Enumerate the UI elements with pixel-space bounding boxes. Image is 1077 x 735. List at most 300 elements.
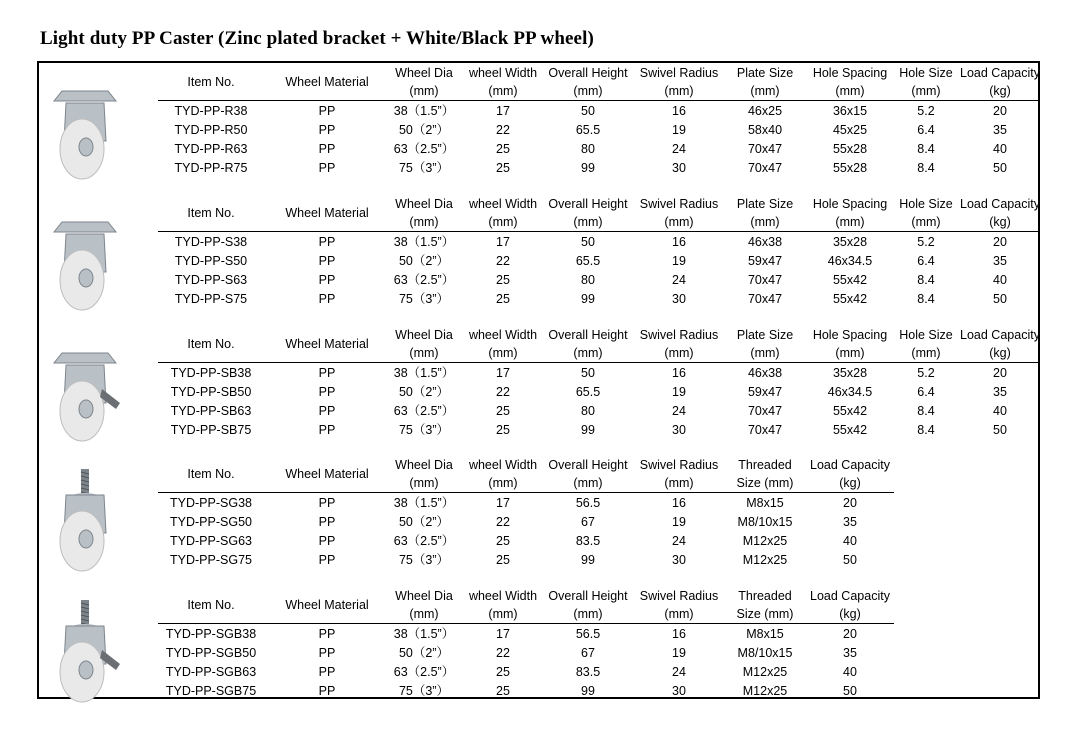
table-cell: PP xyxy=(318,646,336,660)
table-cell: 70x47 xyxy=(747,142,783,156)
item-number: TYD-PP-R50 xyxy=(174,123,248,137)
table-cell: 6.4 xyxy=(917,385,935,399)
table-cell: 17 xyxy=(496,235,510,249)
column-header-line: Wheel Dia xyxy=(395,589,453,603)
column-header-line: Wheel Dia xyxy=(395,328,453,342)
item-number: TYD-PP-SGB75 xyxy=(165,684,257,698)
header-divider xyxy=(158,231,1040,232)
item-number: TYD-PP-SB38 xyxy=(170,366,252,380)
table-cell: 50 xyxy=(843,553,857,567)
table-cell: 40 xyxy=(993,142,1007,156)
table-cell: 46x34.5 xyxy=(827,254,873,268)
table-cell: 99 xyxy=(581,553,595,567)
column-header-line: Threaded xyxy=(738,458,792,472)
item-number: TYD-PP-R75 xyxy=(174,161,248,175)
table-cell: 25 xyxy=(496,142,510,156)
spec-section xyxy=(0,63,1077,193)
table-cell: 30 xyxy=(672,161,686,175)
table-cell: 38（1.5”） xyxy=(393,104,455,118)
column-header-line: Hole Spacing xyxy=(812,66,888,80)
header-divider xyxy=(158,100,1040,101)
column-header-line: Item No. xyxy=(187,467,235,481)
table-cell: 55x28 xyxy=(832,161,868,175)
table-cell: 65.5 xyxy=(575,123,601,137)
table-cell: 5.2 xyxy=(917,104,935,118)
column-header-line: (mm) xyxy=(488,346,518,360)
table-cell: 22 xyxy=(496,254,510,268)
table-cell: 35x28 xyxy=(832,366,868,380)
table-cell: 35 xyxy=(993,254,1007,268)
item-number: TYD-PP-SG38 xyxy=(170,496,252,510)
column-header-line: Plate Size xyxy=(736,66,794,80)
table-cell: 50 xyxy=(581,104,595,118)
table-cell: PP xyxy=(318,292,336,306)
header-divider xyxy=(158,492,894,493)
column-header-line: Plate Size xyxy=(736,197,794,211)
table-cell: 24 xyxy=(672,142,686,156)
table-cell: 35 xyxy=(993,123,1007,137)
column-header-line: Item No. xyxy=(187,75,235,89)
table-cell: 59x47 xyxy=(747,385,783,399)
table-cell: 35 xyxy=(993,385,1007,399)
table-cell: 20 xyxy=(993,366,1007,380)
column-header-line: Overall Height xyxy=(548,197,628,211)
column-header-line: Wheel Material xyxy=(285,337,369,351)
table-cell: 20 xyxy=(993,235,1007,249)
item-number: TYD-PP-SG75 xyxy=(170,553,252,567)
table-cell: 24 xyxy=(672,534,686,548)
column-header-line: Hole Spacing xyxy=(812,197,888,211)
spec-section xyxy=(0,194,1077,324)
table-cell: 50 xyxy=(843,684,857,698)
table-cell: 75（3”） xyxy=(398,423,450,437)
table-cell: M8x15 xyxy=(746,627,784,641)
column-header-line: (mm) xyxy=(911,84,941,98)
item-number: TYD-PP-SB50 xyxy=(170,385,252,399)
column-header-line: wheel Width xyxy=(468,197,538,211)
column-header xyxy=(151,204,271,222)
column-header xyxy=(790,587,910,623)
column-header-line: (mm) xyxy=(664,84,694,98)
table-cell: 63（2.5”） xyxy=(393,665,455,679)
table-cell: 25 xyxy=(496,161,510,175)
table-row xyxy=(0,233,1077,252)
table-cell: 40 xyxy=(993,273,1007,287)
table-cell: 24 xyxy=(672,273,686,287)
table-cell: 19 xyxy=(672,254,686,268)
column-header-line: Size (mm) xyxy=(736,476,794,490)
table-cell: 67 xyxy=(581,646,595,660)
column-header-line: Swivel Radius xyxy=(639,66,719,80)
item-number: TYD-PP-SGB38 xyxy=(165,627,257,641)
table-cell: PP xyxy=(318,104,336,118)
column-header-line: Hole Size xyxy=(899,66,953,80)
top-plate xyxy=(54,353,116,363)
column-header-line: (mm) xyxy=(488,84,518,98)
table-cell: 70x47 xyxy=(747,423,783,437)
item-number: TYD-PP-SB63 xyxy=(170,404,252,418)
table-cell: 8.4 xyxy=(917,423,935,437)
table-cell: 75（3”） xyxy=(398,292,450,306)
column-header-line: (mm) xyxy=(409,346,439,360)
column-header-line: Load Capacity xyxy=(810,589,890,603)
table-cell: 70x47 xyxy=(747,273,783,287)
table-cell: 40 xyxy=(843,665,857,679)
page-title: Light duty PP Caster (Zinc plated bracket + White/Black PP wheel) xyxy=(40,28,594,49)
table-cell: PP xyxy=(318,423,336,437)
table-cell: 50（2”） xyxy=(398,385,450,399)
table-cell: 17 xyxy=(496,366,510,380)
item-number: TYD-PP-SG63 xyxy=(170,534,252,548)
table-cell: PP xyxy=(318,385,336,399)
table-cell: M8/10x15 xyxy=(737,515,793,529)
table-cell: 16 xyxy=(672,496,686,510)
table-cell: 19 xyxy=(672,515,686,529)
table-cell: 63（2.5”） xyxy=(393,142,455,156)
table-cell: 50（2”） xyxy=(398,515,450,529)
table-cell: 55x42 xyxy=(832,292,868,306)
table-cell: 99 xyxy=(581,292,595,306)
column-header-line: Load Capacity xyxy=(810,458,890,472)
table-cell: 30 xyxy=(672,553,686,567)
top-plate xyxy=(54,91,116,101)
table-cell: 19 xyxy=(672,385,686,399)
table-cell: 46x34.5 xyxy=(827,385,873,399)
table-cell: 55x28 xyxy=(832,142,868,156)
table-row xyxy=(0,644,1077,663)
column-header-line: Load Capacity xyxy=(960,66,1040,80)
table-row xyxy=(0,140,1077,159)
table-cell: PP xyxy=(318,496,336,510)
table-cell: 30 xyxy=(672,292,686,306)
table-cell: 19 xyxy=(672,646,686,660)
table-cell: PP xyxy=(318,142,336,156)
column-header-line: Item No. xyxy=(187,206,235,220)
column-header-line: (mm) xyxy=(409,215,439,229)
top-plate xyxy=(54,222,116,232)
table-row xyxy=(0,290,1077,309)
column-header-line: (mm) xyxy=(488,476,518,490)
table-cell: 63（2.5”） xyxy=(393,534,455,548)
column-header-line: Wheel Dia xyxy=(395,458,453,472)
item-number: TYD-PP-SG50 xyxy=(170,515,252,529)
table-cell: 75（3”） xyxy=(398,161,450,175)
table-cell: 6.4 xyxy=(917,123,935,137)
column-header-line: Hole Size xyxy=(899,197,953,211)
table-cell: 8.4 xyxy=(917,404,935,418)
table-cell: 25 xyxy=(496,665,510,679)
table-row xyxy=(0,252,1077,271)
table-cell: 16 xyxy=(672,235,686,249)
column-header-line: (mm) xyxy=(488,607,518,621)
table-cell: 50 xyxy=(993,423,1007,437)
column-header-line: Load Capacity xyxy=(960,328,1040,342)
table-cell: 17 xyxy=(496,104,510,118)
table-cell: 70x47 xyxy=(747,292,783,306)
table-cell: 38（1.5”） xyxy=(393,366,455,380)
table-cell: 25 xyxy=(496,292,510,306)
column-header-line: Hole Spacing xyxy=(812,328,888,342)
table-cell: 22 xyxy=(496,385,510,399)
table-cell: 16 xyxy=(672,366,686,380)
column-header-line: Overall Height xyxy=(548,66,628,80)
table-cell: 36x15 xyxy=(832,104,868,118)
table-cell: 46x38 xyxy=(747,366,783,380)
column-header-line: (mm) xyxy=(835,84,865,98)
column-header-line: Overall Height xyxy=(548,589,628,603)
column-header-line: (kg) xyxy=(839,476,861,490)
table-row xyxy=(0,159,1077,178)
column-header-line: Hole Size xyxy=(899,328,953,342)
spec-section xyxy=(0,586,1077,716)
column-header-line: Swivel Radius xyxy=(639,589,719,603)
column-header-line: (mm) xyxy=(911,346,941,360)
item-number: TYD-PP-SGB63 xyxy=(165,665,257,679)
column-header-line: (kg) xyxy=(989,215,1011,229)
table-cell: PP xyxy=(318,534,336,548)
table-cell: 22 xyxy=(496,646,510,660)
column-header-line: Wheel Material xyxy=(285,206,369,220)
spec-section xyxy=(0,455,1077,585)
table-cell: 19 xyxy=(672,123,686,137)
table-cell: 20 xyxy=(843,496,857,510)
table-cell: 25 xyxy=(496,423,510,437)
table-cell: 30 xyxy=(672,684,686,698)
column-header-line: Wheel Dia xyxy=(395,197,453,211)
table-cell: 38（1.5”） xyxy=(393,627,455,641)
table-cell: 35x28 xyxy=(832,235,868,249)
table-cell: 70x47 xyxy=(747,161,783,175)
column-header xyxy=(151,465,271,483)
column-header-line: (mm) xyxy=(573,476,603,490)
column-header-line: (kg) xyxy=(989,346,1011,360)
table-cell: M12x25 xyxy=(742,684,788,698)
table-cell: 25 xyxy=(496,553,510,567)
table-cell: 35 xyxy=(843,646,857,660)
table-cell: 80 xyxy=(581,404,595,418)
column-header-line: Size (mm) xyxy=(736,607,794,621)
table-cell: PP xyxy=(318,627,336,641)
table-cell: 35 xyxy=(843,515,857,529)
column-header-line: (mm) xyxy=(664,607,694,621)
table-cell: 25 xyxy=(496,404,510,418)
item-number: TYD-PP-S38 xyxy=(174,235,248,249)
table-cell: 55x42 xyxy=(832,273,868,287)
column-header-line: Overall Height xyxy=(548,458,628,472)
table-cell: M12x25 xyxy=(742,534,788,548)
item-number: TYD-PP-S63 xyxy=(174,273,248,287)
table-cell: M8/10x15 xyxy=(737,646,793,660)
table-row xyxy=(0,682,1077,701)
table-cell: 50 xyxy=(581,366,595,380)
column-header xyxy=(940,64,1060,100)
column-header-line: Item No. xyxy=(187,598,235,612)
column-header-line: (mm) xyxy=(488,215,518,229)
table-cell: 17 xyxy=(496,627,510,641)
table-cell: 38（1.5”） xyxy=(393,496,455,510)
column-header-line: (kg) xyxy=(989,84,1011,98)
column-header-line: wheel Width xyxy=(468,66,538,80)
column-header-line: Overall Height xyxy=(548,328,628,342)
table-cell: 50（2”） xyxy=(398,123,450,137)
table-cell: 50 xyxy=(993,161,1007,175)
table-cell: 45x25 xyxy=(832,123,868,137)
column-header xyxy=(151,596,271,614)
table-cell: PP xyxy=(318,665,336,679)
table-cell: 50（2”） xyxy=(398,646,450,660)
column-header-line: Swivel Radius xyxy=(639,328,719,342)
column-header-line: Swivel Radius xyxy=(639,197,719,211)
column-header xyxy=(151,335,271,353)
table-cell: M12x25 xyxy=(742,665,788,679)
column-header xyxy=(940,326,1060,362)
column-header-line: Wheel Material xyxy=(285,75,369,89)
table-cell: 5.2 xyxy=(917,366,935,380)
table-cell: 80 xyxy=(581,273,595,287)
column-header-line: (mm) xyxy=(409,84,439,98)
table-cell: 59x47 xyxy=(747,254,783,268)
table-cell: 8.4 xyxy=(917,292,935,306)
column-header xyxy=(940,195,1060,231)
column-header-line: (mm) xyxy=(573,215,603,229)
column-header xyxy=(151,73,271,91)
table-cell: PP xyxy=(318,515,336,529)
table-cell: 55x42 xyxy=(832,404,868,418)
header-divider xyxy=(158,362,1040,363)
table-cell: 70x47 xyxy=(747,404,783,418)
table-cell: 65.5 xyxy=(575,254,601,268)
table-row xyxy=(0,102,1077,121)
table-row xyxy=(0,271,1077,290)
table-cell: 50（2”） xyxy=(398,254,450,268)
table-cell: 99 xyxy=(581,423,595,437)
item-number: TYD-PP-SGB50 xyxy=(165,646,257,660)
table-cell: 6.4 xyxy=(917,254,935,268)
table-cell: PP xyxy=(318,254,336,268)
column-header-line: (mm) xyxy=(835,215,865,229)
table-cell: 58x40 xyxy=(747,123,783,137)
column-header-line: (mm) xyxy=(750,215,780,229)
column-header-line: (mm) xyxy=(750,346,780,360)
column-header-line: (mm) xyxy=(573,607,603,621)
column-header-line: Swivel Radius xyxy=(639,458,719,472)
table-row xyxy=(0,663,1077,682)
column-header-line: (mm) xyxy=(573,84,603,98)
table-row xyxy=(0,364,1077,383)
column-header-line: (mm) xyxy=(911,215,941,229)
column-header-line: wheel Width xyxy=(468,589,538,603)
column-header-line: wheel Width xyxy=(468,458,538,472)
column-header-line: (mm) xyxy=(664,476,694,490)
table-cell: 83.5 xyxy=(575,534,601,548)
table-cell: 80 xyxy=(581,142,595,156)
table-cell: PP xyxy=(318,161,336,175)
table-cell: 20 xyxy=(843,627,857,641)
table-cell: 99 xyxy=(581,684,595,698)
table-cell: 83.5 xyxy=(575,665,601,679)
table-cell: 16 xyxy=(672,627,686,641)
table-row xyxy=(0,532,1077,551)
column-header-line: (mm) xyxy=(573,346,603,360)
table-cell: 50 xyxy=(581,235,595,249)
table-row xyxy=(0,551,1077,570)
table-row xyxy=(0,421,1077,440)
table-cell: PP xyxy=(318,553,336,567)
table-cell: 5.2 xyxy=(917,235,935,249)
table-cell: 38（1.5”） xyxy=(393,235,455,249)
table-cell: PP xyxy=(318,273,336,287)
column-header-line: (mm) xyxy=(835,346,865,360)
table-cell: 67 xyxy=(581,515,595,529)
spec-section xyxy=(0,325,1077,455)
table-cell: M8x15 xyxy=(746,496,784,510)
table-cell: PP xyxy=(318,404,336,418)
table-cell: 56.5 xyxy=(575,496,601,510)
column-header-line: Load Capacity xyxy=(960,197,1040,211)
column-header-line: Wheel Material xyxy=(285,467,369,481)
table-cell: 65.5 xyxy=(575,385,601,399)
table-row xyxy=(0,402,1077,421)
table-cell: 40 xyxy=(843,534,857,548)
table-cell: 46x25 xyxy=(747,104,783,118)
item-number: TYD-PP-R63 xyxy=(174,142,248,156)
table-cell: PP xyxy=(318,235,336,249)
table-cell: 25 xyxy=(496,534,510,548)
table-cell: 24 xyxy=(672,404,686,418)
column-header-line: (mm) xyxy=(664,346,694,360)
table-cell: 24 xyxy=(672,665,686,679)
table-row xyxy=(0,494,1077,513)
column-header-line: (mm) xyxy=(750,84,780,98)
table-cell: PP xyxy=(318,123,336,137)
item-number: TYD-PP-S75 xyxy=(174,292,248,306)
column-header xyxy=(790,456,910,492)
table-cell: PP xyxy=(318,684,336,698)
column-header-line: (mm) xyxy=(664,215,694,229)
table-cell: 50 xyxy=(993,292,1007,306)
column-header-line: (mm) xyxy=(409,607,439,621)
table-row xyxy=(0,121,1077,140)
item-number: TYD-PP-R38 xyxy=(174,104,248,118)
column-header-line: Wheel Material xyxy=(285,598,369,612)
table-cell: 75（3”） xyxy=(398,553,450,567)
header-divider xyxy=(158,623,894,624)
item-number: TYD-PP-S50 xyxy=(174,254,248,268)
table-cell: 99 xyxy=(581,161,595,175)
column-header-line: Wheel Dia xyxy=(395,66,453,80)
table-cell: 8.4 xyxy=(917,161,935,175)
table-cell: 17 xyxy=(496,496,510,510)
table-cell: 63（2.5”） xyxy=(393,404,455,418)
table-cell: 16 xyxy=(672,104,686,118)
item-number: TYD-PP-SB75 xyxy=(170,423,252,437)
table-cell: 25 xyxy=(496,273,510,287)
table-cell: 8.4 xyxy=(917,142,935,156)
table-cell: 22 xyxy=(496,515,510,529)
column-header-line: Threaded xyxy=(738,589,792,603)
table-cell: 55x42 xyxy=(832,423,868,437)
table-cell: 22 xyxy=(496,123,510,137)
table-cell: 40 xyxy=(993,404,1007,418)
table-cell: M12x25 xyxy=(742,553,788,567)
table-cell: 20 xyxy=(993,104,1007,118)
table-row xyxy=(0,513,1077,532)
table-cell: 63（2.5”） xyxy=(393,273,455,287)
table-row xyxy=(0,383,1077,402)
column-header-line: (kg) xyxy=(839,607,861,621)
column-header-line: wheel Width xyxy=(468,328,538,342)
table-cell: 56.5 xyxy=(575,627,601,641)
